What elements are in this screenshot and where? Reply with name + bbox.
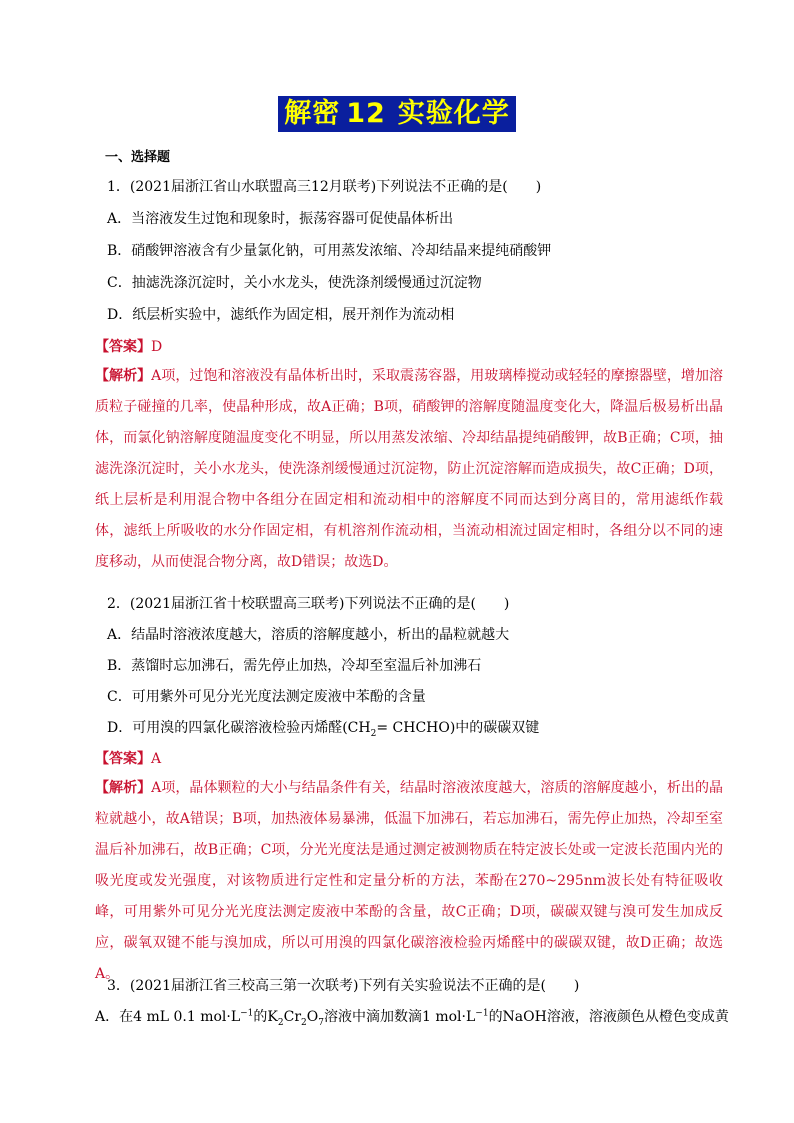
q3-a-sub1: 2 [277, 1017, 284, 1028]
q1-answer-label: 【答案】 [95, 339, 151, 355]
q2-analysis-text: A项，晶体颗粒的大小与结晶条件有关，结晶时溶液浓度越大，溶质的溶解度越小，析出的晶粒就越小，故A错误；B项，加热液体易暴沸，低温下加沸石，若忘加沸石，需先停止加热，冷却至室温后补加沸石，故B正确；C项，分光光度法是通过测定被测物质在特定波长处或一定波长范围内光的吸光度或发光强度，对该物质进行定性和定量分析的方法，苯酚在270~295nm波长处有特征吸收峰，可用紫外可见分光光度法测定废液中苯酚的含量，故C正确；D项，碳碳双键与溴可发生加成反应，碳氧双键不能与溴加成，所以可用溴的四氯化碳溶液检验丙烯醛中的碳碳双键，故D正确；故选A。 [95, 780, 723, 982]
q3-option-a [95, 1006, 729, 1026]
q3-a-sub3: 7 [318, 1017, 324, 1028]
q3-a-text6: 的NaOH溶液，溶液颜色从橙色变成黄 [488, 1009, 729, 1025]
q3-a-text5: 溶液中滴加数滴1 mol·L [323, 1009, 476, 1025]
q1-option-b: B．硝酸钾溶液含有少量氯化钠，可用蒸发浓缩、冷却结晶来提纯硝酸钾 [107, 243, 552, 259]
q1-option-c: C．抽滤洗涤沉淀时，关小水龙头，使洗涤剂缓慢通过沉淀物 [107, 275, 482, 291]
q1-stem: 1．(2021届浙江省山水联盟高三12月联考)下列说法不正确的是( ) [107, 179, 542, 195]
q3-a-sup2: −1 [475, 1008, 489, 1019]
q1-option-a: A．当溶液发生过饱和现象时，振荡容器可促使晶体析出 [107, 211, 454, 227]
q3-a-text1: A．在4 mL 0.1 mol·L [95, 1009, 241, 1025]
q2-analysis-label: 【解析】 [95, 780, 152, 796]
q2-analysis [95, 773, 723, 990]
q2-option-a: A．结晶时溶液浓度越大，溶质的溶解度越小，析出的晶粒就越大 [107, 627, 510, 643]
q3-a-text3: Cr [283, 1009, 302, 1025]
q1-analysis-label: 【解析】 [95, 368, 152, 384]
q1-analysis [95, 361, 723, 578]
q1-analysis-text: A项，过饱和溶液没有晶体析出时，采取震荡容器，用玻璃棒搅动或轻轻的摩擦器壁，增加溶质粒子碰撞的几率，使晶种形成，故A正确；B项，硝酸钾的溶解度随温度变化大，降温后极易析出晶体，而氯化钠溶解度随温度变化不明显，所以用蒸发浓缩、冷却结晶提纯硝酸钾，故B正确；C项，抽滤洗涤沉淀时，关小水龙头，使洗涤剂缓慢通过沉淀物，防止沉淀溶解而造成损失，故C正确；D项，纸上层析是利用混合物中各组分在固定相和流动相中的溶解度不同而达到分离目的，常用滤纸作载体，滤纸上所吸收的水分作固定相，有机溶剂作流动相，当流动相流过固定相时，各组分以不同的速度移动，从而使混合物分离，故D错误；故选D。 [95, 368, 723, 570]
q2-option-d-sub: 2 [370, 728, 377, 739]
title-part2: 实验化学 [397, 98, 510, 129]
q2-option-d-text1: D．可用溴的四氯化碳溶液检验丙烯醛(CH [107, 720, 371, 736]
q2-stem: 2．(2021届浙江省十校联盟高三联考)下列说法不正确的是( ) [107, 596, 510, 612]
section-heading: 一、选择题 [105, 150, 171, 165]
q2-option-d [95, 717, 539, 737]
title-area [0, 96, 794, 132]
q3-a-sub2: 2 [301, 1017, 307, 1028]
q3-a-text4: O [306, 1009, 319, 1025]
q1-answer-value: D [151, 339, 163, 355]
q1-answer [95, 336, 162, 356]
q2-option-d-text2: = CHCHO)中的碳碳双键 [376, 720, 540, 736]
q3-a-sup1: −1 [240, 1008, 254, 1019]
q2-answer [95, 748, 161, 768]
q1-option-d: D．纸层析实验中，滤纸作为固定相，展开剂作为流动相 [107, 307, 455, 323]
q2-answer-value: A [151, 751, 162, 767]
page-title [278, 96, 516, 132]
q2-answer-label: 【答案】 [95, 751, 151, 767]
q3-a-text2: 的K [253, 1009, 278, 1025]
q2-option-c: C．可用紫外可见分光光度法测定废液中苯酚的含量 [107, 689, 426, 705]
title-number: 12 [346, 98, 386, 129]
q2-option-b: B．蒸馏时忘加沸石，需先停止加热，冷却至室温后补加沸石 [107, 658, 482, 674]
title-part1: 解密 [284, 98, 341, 129]
q3-stem: 3．(2021届浙江省三校高三第一次联考)下列有关实验说法不正确的是( ) [107, 978, 580, 994]
